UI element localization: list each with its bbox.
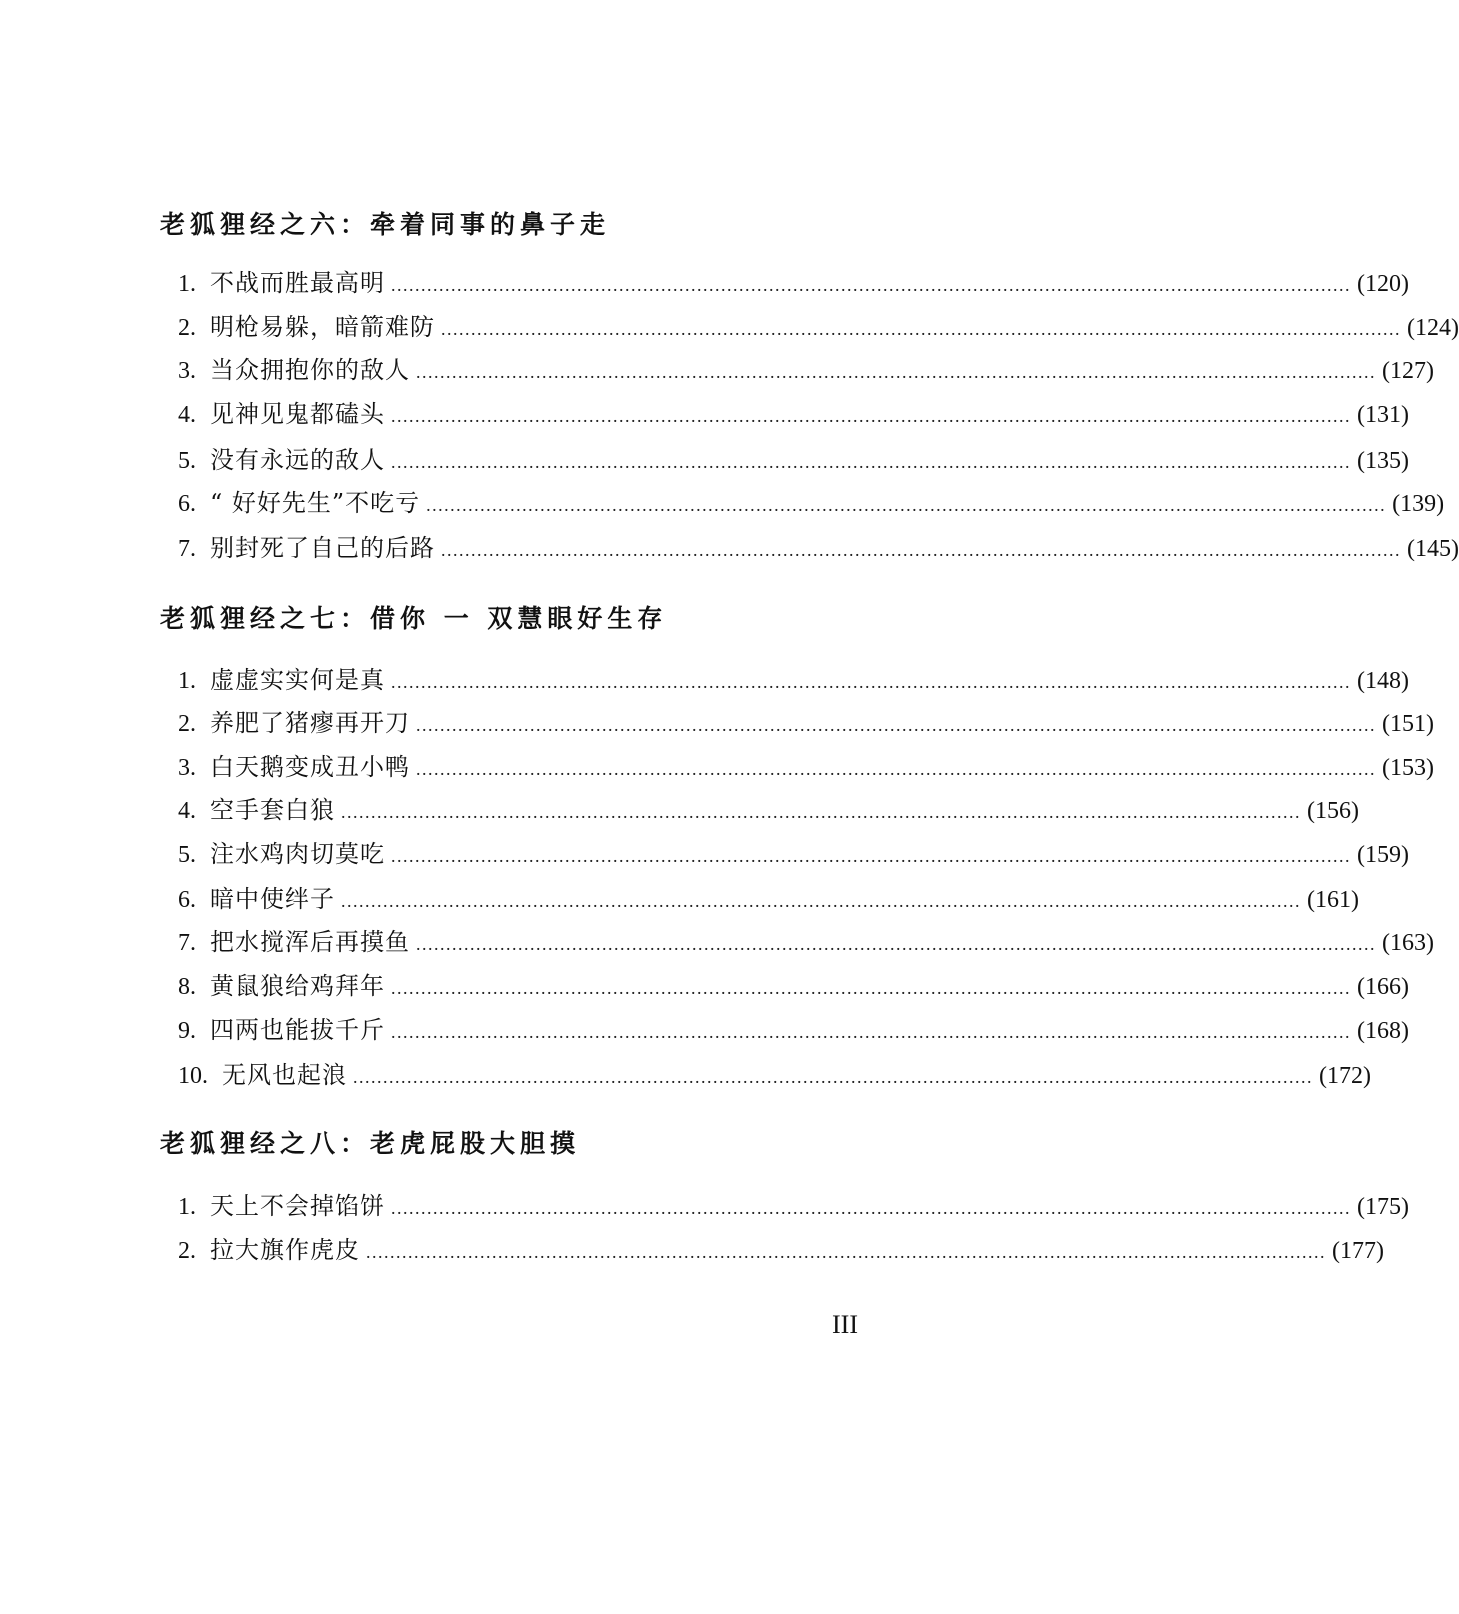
- toc-leader-dots: ................................................................................................................................................................: [341, 891, 1301, 911]
- toc-entry-page: (166): [1357, 974, 1409, 1000]
- toc-entry-title: “ 好好先生”不吃亏: [210, 489, 421, 517]
- toc-entry: [178, 310, 1459, 344]
- toc-entry: [178, 443, 1409, 477]
- toc-entry-title: 别封死了自己的后路: [210, 534, 435, 562]
- toc-entry-title: 注水鸡肉切莫吃: [210, 840, 385, 868]
- toc-entry-page: (145): [1407, 536, 1459, 562]
- section-title: 老狐狸经之七：借你 一 双慧眼好生存: [160, 604, 668, 633]
- section-title: 老狐狸经之八：老虎屁股大胆摸: [160, 1129, 581, 1158]
- toc-entry: [178, 397, 1409, 431]
- toc-entry-number: 7.: [178, 536, 196, 562]
- toc-entry-title: 拉大旗作虎皮: [210, 1236, 360, 1264]
- toc-leader-dots: ................................................................................................................................................................: [391, 846, 1351, 866]
- toc-entry: [178, 706, 1434, 740]
- toc-entry-title: 养肥了猪瘳再开刀: [210, 709, 410, 737]
- toc-entry: [178, 353, 1434, 387]
- toc-entry: [178, 531, 1459, 565]
- toc-entry-page: (172): [1319, 1063, 1371, 1089]
- toc-entry: [178, 750, 1434, 784]
- toc-entry-number: 3.: [178, 755, 196, 781]
- toc-entry-number: 5.: [178, 842, 196, 868]
- toc-entry-page: (168): [1357, 1018, 1409, 1044]
- toc-leader-dots: ................................................................................................................................................................: [353, 1067, 1313, 1087]
- toc-entry: [178, 663, 1409, 697]
- toc-entry-title: 空手套白狼: [210, 796, 335, 824]
- toc-entry-number: 9.: [178, 1018, 196, 1044]
- toc-leader-dots: ................................................................................................................................................................: [391, 1022, 1351, 1042]
- toc-leader-dots: ................................................................................................................................................................: [416, 715, 1376, 735]
- toc-entry-page: (124): [1407, 315, 1459, 341]
- toc-entry-page: (120): [1357, 271, 1409, 297]
- toc-entry-number: 2.: [178, 1238, 196, 1264]
- section-title: 老狐狸经之六：牵着同事的鼻子走: [160, 210, 611, 239]
- toc-entry-page: (161): [1307, 887, 1359, 913]
- toc-entry-number: 1.: [178, 668, 196, 694]
- toc-entry-page: (156): [1307, 798, 1359, 824]
- toc-leader-dots: ................................................................................................................................................................: [416, 362, 1376, 382]
- toc-leader-dots: ................................................................................................................................................................: [441, 540, 1401, 560]
- toc-entry-page: (127): [1382, 358, 1434, 384]
- toc-entry-page: (153): [1382, 755, 1434, 781]
- toc-entry-title: 把水搅浑后再摸鱼: [210, 928, 410, 956]
- toc-entry: [178, 969, 1409, 1003]
- toc-entry-number: 1.: [178, 271, 196, 297]
- toc-entry-page: (177): [1332, 1238, 1384, 1264]
- toc-entry-title: 见神见鬼都磕头: [210, 400, 385, 428]
- toc-entry-number: 4.: [178, 798, 196, 824]
- toc-entry-number: 10.: [178, 1063, 208, 1089]
- toc-entry-title: 无风也起浪: [222, 1061, 347, 1089]
- toc-entry-number: 2.: [178, 315, 196, 341]
- toc-leader-dots: ................................................................................................................................................................: [426, 495, 1387, 515]
- toc-leader-dots: ................................................................................................................................................................: [391, 275, 1351, 295]
- toc-entry-page: (139): [1392, 491, 1445, 517]
- toc-entry-page: (148): [1357, 668, 1409, 694]
- toc-entry-number: 2.: [178, 711, 196, 737]
- toc-leader-dots: ................................................................................................................................................................: [391, 1198, 1351, 1218]
- toc-entry: [178, 266, 1409, 300]
- toc-entry-number: 8.: [178, 974, 196, 1000]
- toc-leader-dots: ................................................................................................................................................................: [391, 672, 1351, 692]
- toc-leader-dots: ................................................................................................................................................................: [341, 802, 1301, 822]
- toc-entry: [178, 925, 1434, 959]
- toc-entry-number: 6.: [178, 491, 196, 517]
- toc-entry-page: (163): [1382, 930, 1434, 956]
- toc-entry-title: 虚虚实实何是真: [210, 666, 385, 694]
- toc-entry-title: 暗中使绊子: [210, 885, 335, 913]
- toc-leader-dots: ................................................................................................................................................................: [391, 978, 1351, 998]
- toc-leader-dots: ................................................................................................................................................................: [416, 934, 1376, 954]
- toc-entry-page: (151): [1382, 711, 1434, 737]
- toc-entry-page: (131): [1357, 402, 1409, 428]
- toc-entry-title: 黄鼠狼给鸡拜年: [210, 972, 385, 1000]
- toc-entry: [178, 486, 1445, 520]
- toc-entry-number: 5.: [178, 448, 196, 474]
- toc-entry-title: 当众拥抱你的敌人: [210, 356, 410, 384]
- toc-entry-page: (175): [1357, 1194, 1409, 1220]
- toc-entry: [178, 1233, 1384, 1267]
- toc-entry-number: 7.: [178, 930, 196, 956]
- toc-entry-title: 天上不会掉馅饼: [210, 1192, 385, 1220]
- toc-entry: [178, 1058, 1371, 1092]
- toc-leader-dots: ................................................................................................................................................................: [416, 759, 1376, 779]
- toc-entry-number: 4.: [178, 402, 196, 428]
- toc-entry-title: 白天鹅变成丑小鸭: [210, 753, 410, 781]
- toc-entry: [178, 1189, 1409, 1223]
- toc-entry-title: 没有永远的敌人: [210, 446, 385, 474]
- toc-leader-dots: ................................................................................................................................................................: [391, 406, 1351, 426]
- toc-entry-page: (135): [1357, 448, 1409, 474]
- toc-leader-dots: ................................................................................................................................................................: [391, 452, 1351, 472]
- toc-entry: [178, 793, 1359, 827]
- toc-entry: [178, 1013, 1409, 1047]
- toc-entry-title: 四两也能拔千斤: [210, 1016, 385, 1044]
- toc-entry-title: 不战而胜最高明: [210, 269, 385, 297]
- toc-entry-number: 3.: [178, 358, 196, 384]
- toc-entry: [178, 882, 1359, 916]
- toc-leader-dots: ................................................................................................................................................................: [366, 1242, 1326, 1262]
- page-number: III: [832, 1310, 858, 1339]
- toc-entry-title: 明枪易躲，暗箭难防: [210, 313, 435, 341]
- toc-leader-dots: ................................................................................................................................................................: [441, 319, 1401, 339]
- toc-entry: [178, 837, 1409, 871]
- toc-entry-number: 1.: [178, 1194, 196, 1220]
- toc-entry-page: (159): [1357, 842, 1409, 868]
- toc-entry-number: 6.: [178, 887, 196, 913]
